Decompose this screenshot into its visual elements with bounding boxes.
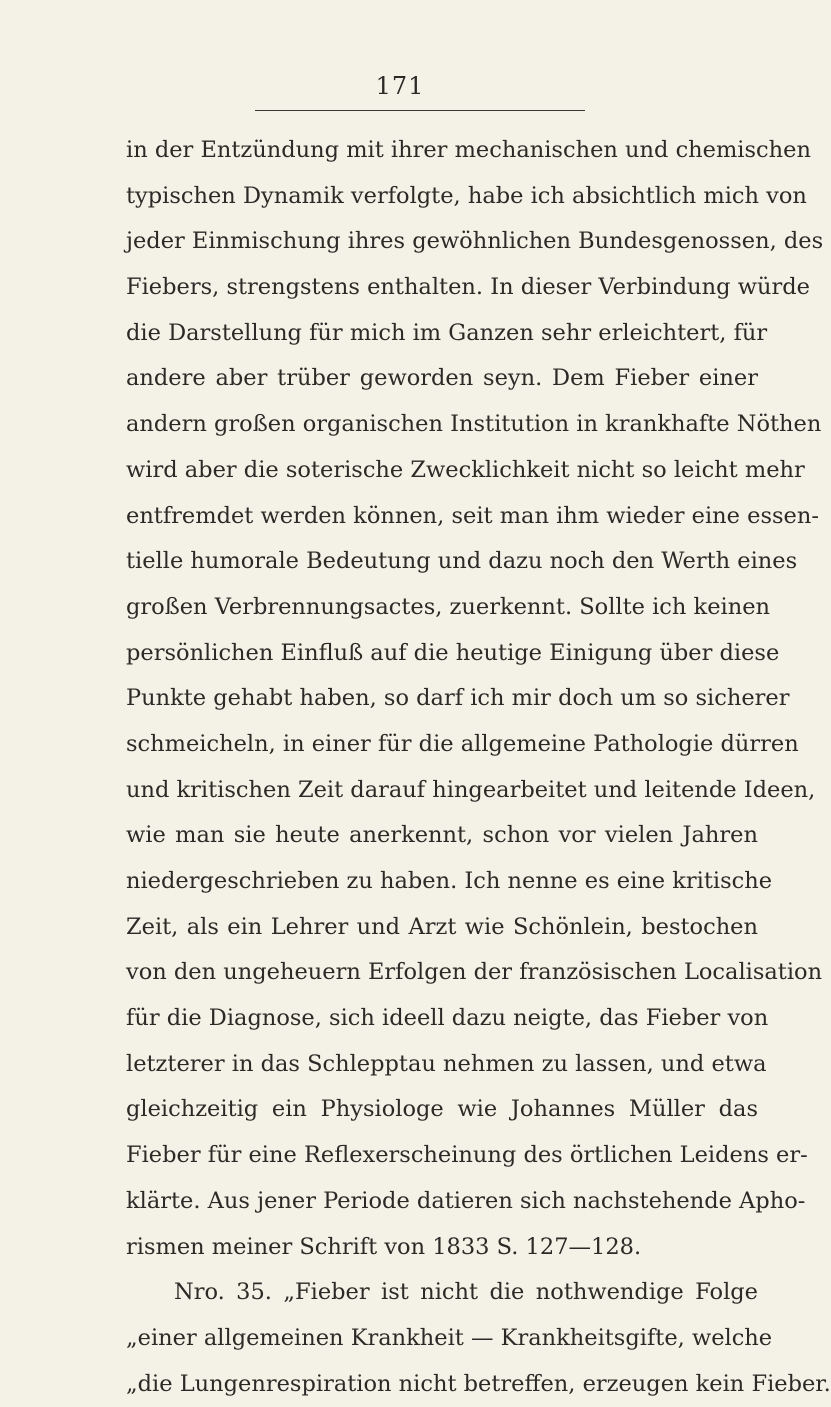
text-line: andere aber trüber geworden seyn. Dem Fieber einer (126, 365, 758, 392)
text-line: schmeicheln, in einer für die allgemeine Pathologie dürren (126, 730, 799, 757)
body-text (126, 128, 831, 1407)
text-line: und kritischen Zeit darauf hingearbeitet und leitende Ideen, (126, 776, 816, 803)
text-line: „einer allgemeinen Krankheit — Krankheitsgifte, welche (126, 1324, 773, 1351)
text-line: „die Lungenrespiration nicht betreffen, erzeugen kein Fieber. (126, 1370, 831, 1397)
text-line: Fieber für eine Reflexerscheinung des örtlichen Leidens er- (126, 1142, 808, 1169)
text-line: Nro. 35. „Fieber ist nicht die nothwendige Folge (174, 1279, 758, 1306)
text-line: für die Diagnose, sich ideell dazu neigte, das Fieber von (126, 1005, 769, 1032)
text-line: Zeit, als ein Lehrer und Arzt wie Schönlein, bestochen (126, 913, 758, 940)
text-line: wird aber die soterische Zwecklichkeit nicht so leicht mehr (126, 456, 805, 483)
header-rule (255, 110, 585, 111)
text-line: rismen meiner Schrift von 1833 S. 127—128. (126, 1233, 642, 1260)
text-line: tielle humorale Bedeutung und dazu noch den Werth eines (126, 548, 798, 575)
page-number: 171 (375, 72, 425, 100)
text-line: von den ungeheuern Erfolgen der französischen Localisation (126, 959, 823, 986)
text-line: niedergeschrieben zu haben. Ich nenne es eine kritische (126, 868, 773, 894)
text-line: andern großen organischen Institution in krankhafte Nöthen (126, 411, 822, 438)
text-line: klärte. Aus jener Periode datieren sich nachstehende Apho- (126, 1187, 806, 1214)
text-line: persönlichen Einfluß auf die heutige Einigung über diese (126, 639, 780, 666)
text-line: Fiebers, strengstens enthalten. In dieser Verbindung würde (126, 274, 810, 301)
text-line: typischen Dynamik verfolgte, habe ich absichtlich mich von (126, 182, 807, 209)
text-line: wie man sie heute anerkennt, schon vor vielen Jahren (126, 822, 758, 849)
text-line: die Darstellung für mich im Ganzen sehr erleichtert, für (126, 319, 768, 346)
text-line: großen Verbrennungsactes, zuerkennt. Sollte ich keinen (126, 593, 770, 620)
text-line: letzterer in das Schlepptau nehmen zu lassen, und etwa (126, 1050, 767, 1077)
text-line: entfremdet werden können, seit man ihm wieder eine essen- (126, 502, 819, 529)
text-line: Punkte gehabt haben, so darf ich mir doch um so sicherer (126, 685, 790, 712)
text-line: in der Entzündung mit ihrer mechanischen und chemischen (126, 137, 811, 163)
text-line: gleichzeitig ein Physiologe wie Johannes Müller das (126, 1096, 758, 1123)
text-line: jeder Einmischung ihres gewöhnlichen Bundesgenossen, des (126, 228, 824, 255)
